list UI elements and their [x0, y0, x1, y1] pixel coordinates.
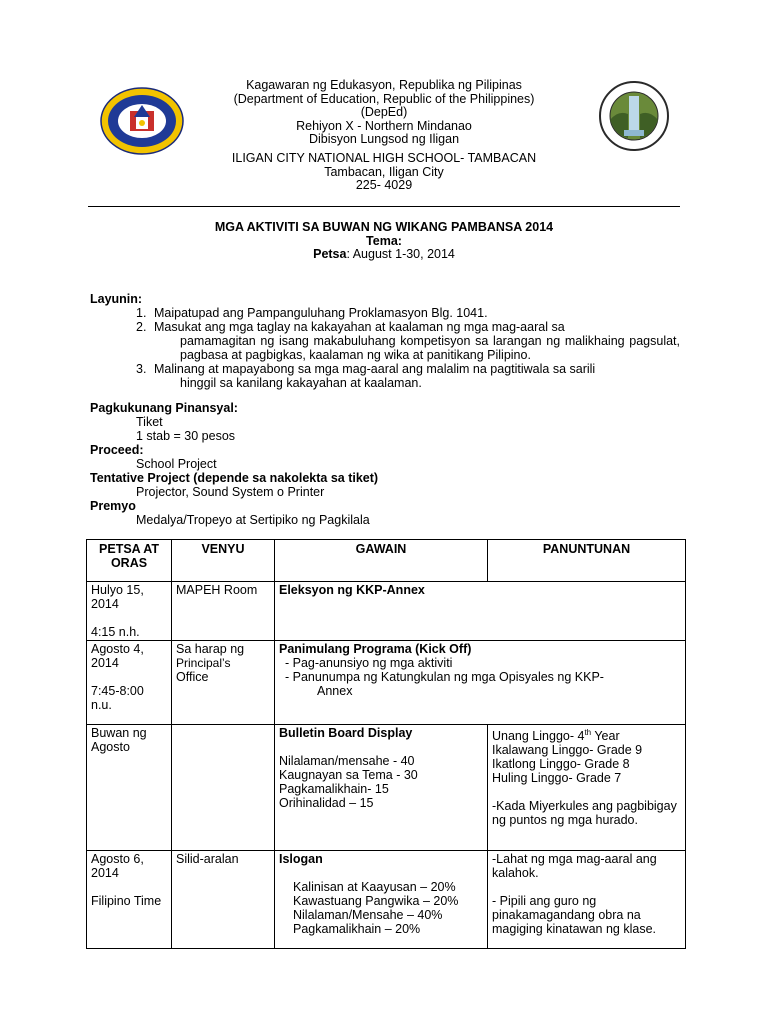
- venyu-text: MAPEH Room: [176, 583, 258, 597]
- table-row: [87, 641, 686, 725]
- venyu-text: Sa harap ng: [176, 642, 245, 656]
- gawain-title: Bulletin Board Display: [279, 726, 413, 740]
- criterion: Orihinalidad – 15: [279, 796, 374, 810]
- header-line: Kagawaran ng Edukasyon, Republika ng Pilipinas: [246, 78, 522, 92]
- table-row: [87, 582, 686, 641]
- school-seal-icon: [598, 80, 670, 152]
- panuntunan-line: -Lahat ng mga mag-aaral ang kalahok.: [492, 852, 657, 880]
- criterion: Kaugnayan sa Tema - 30: [279, 768, 418, 782]
- petsa-value: : August 1-30, 2014: [346, 247, 455, 261]
- objective-text: Malinang at mapayabong sa mga mag-aaral ang malalim na pagtitiwala sa sarili: [154, 362, 596, 376]
- premyo-value: Medalya/Tropeyo at Sertipiko ng Pagkilala: [136, 513, 370, 527]
- column-header: VENYU: [172, 540, 275, 582]
- petsa-line: [88, 248, 680, 262]
- column-header: PETSA AT ORAS: [87, 540, 172, 582]
- panuntunan-line: [492, 726, 681, 743]
- criterion: Pagkamalikhain – 20%: [293, 922, 421, 936]
- document-title: MGA AKTIVITI SA BUWAN NG WIKANG PAMBANSA 2014: [214, 220, 554, 234]
- objective-item: 1. Maipatupad ang Pampanguluhang Proklamasyon Blg. 1041.: [90, 306, 680, 320]
- panuntunan-text: Unang Linggo- 4: [492, 729, 585, 744]
- venyu-text: Silid-aralan: [176, 852, 239, 866]
- school-address: Tambacan, Iligan City: [324, 164, 444, 179]
- gawain-title: Panimulang Programa (Kick Off): [279, 642, 472, 656]
- objective-item: 2. Masukat ang mga taglay na kakayahan at kaalaman ng mga mag-aaral sa pamamagitan ng isang makabuluhang kompetisyon sa larangan ng malikhaing pagsulat, pagbasa at pagbigkas, kaalaman ng wika at panitikang Pilipino.: [136, 320, 680, 362]
- petsa-text: Agosto 4, 2014: [91, 642, 144, 670]
- panuntunan-line: -Kada Miyerkules ang pagbibigay ng puntos ng mga hurado.: [492, 799, 677, 828]
- panuntunan-line: Ikalawang Linggo- Grade 9: [492, 743, 643, 758]
- gawain-item: - Pag-anunsiyo ng mga aktiviti: [285, 656, 453, 670]
- table-cell: [275, 851, 488, 949]
- oras-text: Filipino Time: [91, 894, 162, 908]
- panuntunan-text: Year: [591, 729, 620, 744]
- header-line: Dibisyon Lungsod ng Iligan: [308, 132, 460, 146]
- table-cell: [275, 725, 488, 851]
- agency-header: [170, 79, 598, 147]
- objective-text: Maipatupad ang Pampanguluhang Proklamasyon Blg. 1041.: [154, 306, 488, 320]
- school-phone: 225- 4029: [355, 178, 413, 192]
- header-divider: [88, 206, 680, 207]
- header-line: Rehiyon X - Northern Mindanao: [296, 118, 472, 133]
- header-line: (DepEd): [360, 105, 408, 119]
- table-cell: [172, 851, 275, 949]
- layunin-label: Layunin:: [90, 292, 143, 306]
- schedule-table: [86, 539, 686, 949]
- table-cell: [87, 582, 172, 641]
- tentative-value: Projector, Sound System o Printer: [136, 485, 325, 499]
- venyu-text: Principal’s: [176, 656, 231, 670]
- table-cell: [172, 582, 275, 641]
- table-cell: [488, 851, 686, 949]
- table-cell: [275, 641, 686, 725]
- petsa-text: Hulyo 15, 2014: [91, 583, 144, 611]
- document-title-block: [88, 221, 680, 262]
- venyu-text: Office: [176, 670, 209, 684]
- objective-continuation: pamamagitan ng isang makabuluhang kompetisyon sa larangan ng malikhaing pagsulat, pagbasa at pagbigkas, kaalaman ng wika at panitikang Pilipino.: [180, 334, 680, 362]
- school-name: ILIGAN CITY NATIONAL HIGH SCHOOL- TAMBACAN: [231, 151, 537, 165]
- panuntunan-line: Ikatlong Linggo- Grade 8: [492, 757, 630, 772]
- premyo-label: Premyo: [90, 499, 136, 513]
- criterion: Pagkamalikhain- 15: [279, 782, 389, 796]
- superscript: th: [584, 728, 592, 737]
- panuntunan-line: Huling Linggo- Grade 7: [492, 771, 622, 786]
- objectives-list: [90, 306, 680, 390]
- table-header-row: [87, 540, 686, 582]
- table-cell: [87, 851, 172, 949]
- pagkukunang-label: Pagkukunang Pinansyal:: [90, 401, 238, 415]
- table-row: [87, 725, 686, 851]
- table-row: [87, 851, 686, 949]
- school-header: [170, 152, 598, 193]
- oras-text: 4:15 n.h.: [91, 625, 140, 639]
- finance-section: [90, 401, 680, 527]
- column-header: PANUNTUNAN: [488, 540, 686, 582]
- petsa-text: Agosto 6, 2014: [91, 852, 144, 880]
- gawain-item: - Panunumpa ng Katungkulan ng mga Opisyales ng KKP-: [285, 670, 604, 684]
- column-header: GAWAIN: [275, 540, 488, 582]
- objective-continuation: hinggil sa kanilang kakayahan at kaalaman.: [180, 376, 422, 390]
- table-cell: [172, 725, 275, 851]
- criterion: Nilalaman/Mensahe – 40%: [293, 908, 443, 922]
- tema-label: Tema:: [366, 233, 402, 248]
- objective-text-wrap: [136, 362, 680, 390]
- gawain-title: Islogan: [279, 852, 323, 866]
- table-cell: [275, 582, 686, 641]
- criterion: Kawastuang Pangwika – 20%: [293, 894, 459, 908]
- tentative-label: Tentative Project (depende sa nakolekta sa tiket): [90, 471, 379, 485]
- criterion: Nilalaman/mensahe - 40: [279, 754, 415, 768]
- proceed-label: Proceed:: [90, 443, 144, 457]
- panuntunan-line: - Pipili ang guro ng pinakamagandang obra na magiging kinatawan ng klase.: [492, 894, 656, 936]
- header-line: (Department of Education, Republic of the Philippines): [233, 91, 535, 106]
- oras-text: 7:45-8:00 n.u.: [91, 684, 144, 712]
- petsa-text: Buwan ng Agosto: [91, 726, 147, 754]
- table-cell: [87, 641, 172, 725]
- gawain-title: Eleksyon ng KKP-Annex: [279, 583, 425, 597]
- criterion: Kalinisan at Kaayusan – 20%: [293, 880, 456, 894]
- objectives-section: [90, 292, 680, 390]
- proceed-value: School Project: [136, 457, 217, 471]
- objective-text: Masukat ang mga taglay na kakayahan at kaalaman ng mga mag-aaral sa: [154, 320, 565, 334]
- objective-item: 3. Malinang at mapayabong sa mga mag-aaral ang malalim na pagtitiwala sa sarili hinggil sa kanilang kakayahan at kaalaman.: [90, 362, 680, 390]
- objective-text-wrap: [136, 320, 680, 362]
- petsa-label: Petsa: [313, 247, 347, 261]
- stab-text: 1 stab = 30 pesos: [136, 429, 236, 443]
- gawain-item-cont: Annex: [317, 684, 353, 698]
- table-cell: [488, 725, 686, 851]
- table-cell: [172, 641, 275, 725]
- tiket-text: Tiket: [136, 415, 163, 429]
- table-cell: [87, 725, 172, 851]
